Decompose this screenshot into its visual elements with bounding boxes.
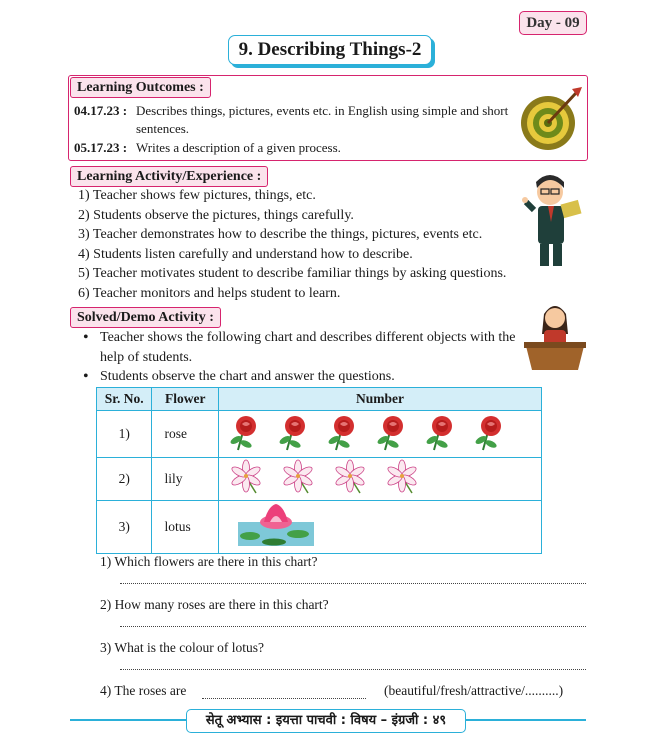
rose-mark <box>376 416 403 450</box>
activity-item: 1) Teacher shows few pictures, things, etc. <box>78 188 316 203</box>
answer-blank-4[interactable] <box>202 697 366 699</box>
bullet-line: • Teacher shows the following chart and describes different objects with the <box>100 328 520 348</box>
teacher-icon <box>518 170 588 270</box>
question-4-options: (beautiful/fresh/attractive/..........) <box>384 683 564 698</box>
question-2: 2) How many roses are there in this chart? <box>100 597 329 612</box>
cell-sr: 3) <box>97 501 152 554</box>
outcome-text: Writes a description of a given process. <box>136 140 341 155</box>
lily-mark <box>386 460 417 493</box>
page-footer: सेतू अभ्यास : इयत्ता पाचवी : विषय – इंग्रजी : ४९ <box>186 709 466 733</box>
answer-line-3[interactable] <box>120 668 586 670</box>
header-sr: Sr. No. <box>97 388 152 411</box>
cell-flower: lotus <box>152 501 219 554</box>
activity-list <box>78 186 518 303</box>
table-row <box>97 411 542 458</box>
learning-outcomes-heading: Learning Outcomes : <box>70 77 211 98</box>
activity-item: 3) Teacher demonstrates how to describe the things, pictures, events etc. <box>78 227 483 242</box>
cell-flower: rose <box>152 411 219 458</box>
rose-mark <box>474 416 501 450</box>
answer-line-2[interactable] <box>120 625 586 627</box>
footer-rule-right <box>462 719 586 721</box>
answer-line-1[interactable] <box>120 582 586 584</box>
activity-item: 2) Students observe the pictures, things carefully. <box>78 207 354 223</box>
cell-sr: 2) <box>97 458 152 501</box>
question-4: 4) The roses are <box>100 683 187 698</box>
rose-mark <box>425 416 452 450</box>
cell-number <box>219 501 542 554</box>
cell-flower: lily <box>152 458 219 501</box>
outcome-code: 04.17.23 : <box>74 103 128 118</box>
bullet-line-cont: help of students. <box>100 349 193 365</box>
activity-heading: Learning Activity/Experience : <box>70 166 268 187</box>
lily-pictograph <box>220 459 540 495</box>
lily-mark <box>282 460 313 493</box>
page-title: 9. Describing Things-2 <box>228 35 432 65</box>
outcome-text-cont: sentences. <box>136 121 190 136</box>
lotus-pictograph <box>220 502 540 548</box>
lecturer-icon <box>522 300 588 372</box>
lily-mark <box>334 460 365 493</box>
rose-pictograph <box>220 412 540 452</box>
activity-item: 5) Teacher motivates student to describe familiar things by asking questions. <box>78 266 507 281</box>
rose-mark <box>278 416 305 450</box>
rose-mark <box>229 416 256 450</box>
solved-bullet-1 <box>100 328 520 367</box>
table-row <box>97 458 542 501</box>
cell-sr: 1) <box>97 411 152 458</box>
solved-heading: Solved/Demo Activity : <box>70 307 221 328</box>
flower-chart <box>96 387 542 554</box>
header-number: Number <box>219 388 542 411</box>
cell-number <box>219 458 542 501</box>
day-badge: Day - 09 <box>519 11 587 35</box>
outcome-text: Describes things, pictures, events etc. in English using simple and short <box>136 103 509 118</box>
lotus-mark <box>238 504 314 546</box>
footer-rule-left <box>70 719 188 721</box>
question-1: 1) Which flowers are there in this chart? <box>100 554 318 569</box>
cell-number <box>219 411 542 458</box>
solved-bullet-2: • Students observe the chart and answer the questions. <box>100 367 520 387</box>
outcome-code: 05.17.23 : <box>74 140 128 155</box>
outcome-item-2 <box>74 139 341 157</box>
question-3: 3) What is the colour of lotus? <box>100 640 264 655</box>
activity-item: 4) Students listen carefully and understand how to describe. <box>78 246 413 262</box>
target-icon <box>520 85 584 153</box>
activity-item: 6) Teacher monitors and helps student to learn. <box>78 285 341 301</box>
lily-mark <box>230 460 261 493</box>
rose-mark <box>327 416 354 450</box>
table-row <box>97 501 542 554</box>
header-flower: Flower <box>152 388 219 411</box>
outcome-item-1 <box>74 102 520 120</box>
